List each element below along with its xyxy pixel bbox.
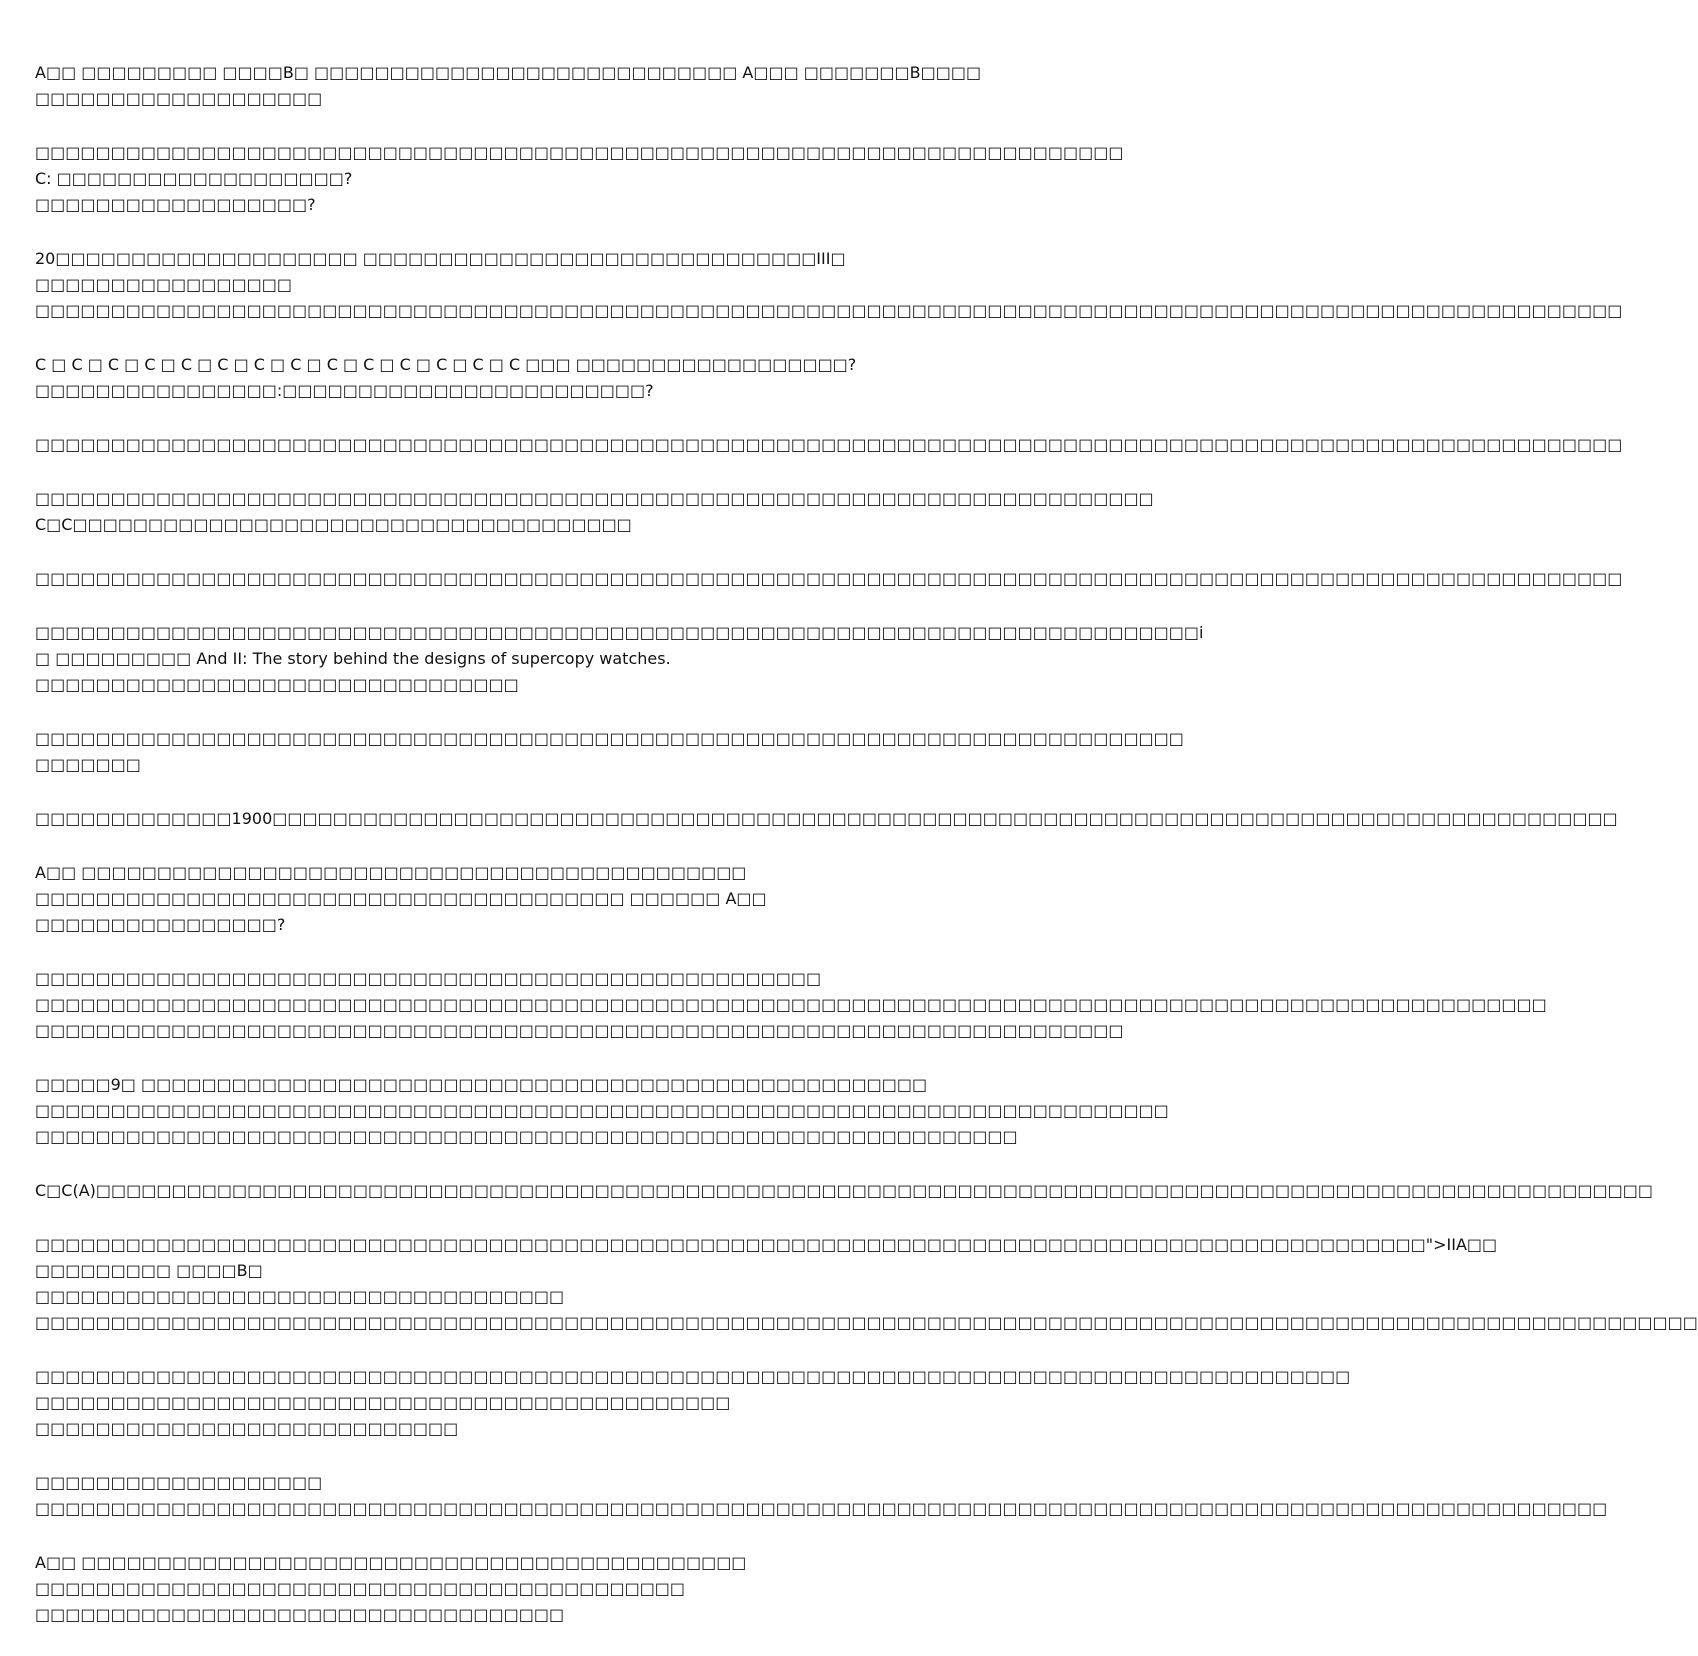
paragraph-18: A□□ □□□□□□□□□□□□□□□□□□□□□□□□□□□□□□□□□□□□□□□□□□□□ □□□□□□□□□□□□□□□□□□□□□□□□□□□□□□□□□□□□□□□□□□□ □□□□□□□□□□□□□□□□□□□□□□□□□□□□□□□□□□□: [35, 1553, 747, 1624]
paragraph-7: □□□□□□□□□□□□□□□□□□□□□□□□□□□□□□□□□□□□□□□□□□□□□□□□□□□□□□□□□□□□□□□□□□□□□□□□□□□□□□□□□□□□□□□□□□□□□□□□□□□□□□□□□: [35, 569, 1623, 588]
paragraph-1: A□□ □□□□□□□□□ □□□□B□ □□□□□□□□□□□□□□□□□□□□□□□□□□□□ A□□□ □□□□□□□B□□□□ □□□□□□□□□□□□□□□□□□□: [35, 63, 982, 108]
paragraph-16: □□□□□□□□□□□□□□□□□□□□□□□□□□□□□□□□□□□□□□□□□□□□□□□□□□□□□□□□□□□□□□□□□□□□□□□□□□□□□□□□□□□□□□□ □□□□□□□□□□□□□□□□□□□□□□□□□□□□□□□□□□□□□□□□□□□□□□ □□□□□□□□□□□□□□□□□□□□□□□□□□□□: [35, 1367, 1351, 1438]
paragraph-12: □□□□□□□□□□□□□□□□□□□□□□□□□□□□□□□□□□□□□□□□□□□□□□□□□□□□ □□□□□□□□□□□□□□□□□□□□□□□□□□□□□□□□□□□□□□□□□□□□□□□□□□□□□□□□□□□□□□□□□□□□□□□□□□□□□□□□□□□□□□□□□□□□□□□□□□□□ □□□□□□□□□□□□□□□□□□□□□□□□□□□□□□□□□□□□□□□□□□□□□□□□□□□□□□□□□□□□□□□□□□□□□□□□: [35, 969, 1547, 1040]
paragraph-8: □□□□□□□□□□□□□□□□□□□□□□□□□□□□□□□□□□□□□□□□□□□□□□□□□□□□□□□□□□□□□□□□□□□□□□□□□□□□□i □ □□□□□□□□□ And II: The story behind the designs of supercopy watches. □□□□□□□□□□□□□□□□□□□□□□□□□□□□□□□□: [35, 623, 1204, 694]
paragraph-4: C □ C □ C □ C □ C □ C □ C □ C □ C □ C □ C □ C □ C □ C □□□ □□□□□□□□□□□□□□□□□□? □□□□□□□□□□□□□□□□:□□□□□□□□□□□□□□□□□□□□□□□□?: [35, 355, 857, 400]
paragraph-3: 20□□□□□□□□□□□□□□□□□□□□ □□□□□□□□□□□□□□□□□□□□□□□□□□□□□□III□ □□□□□□□□□□□□□□□□□ □□□□□□□□□□□□□□□□□□□□□□□□□□□□□□□□□□□□□□□□□□□□□□□□□□□□□□□□□□□□□□□□□□□□□□□□□□□□□□□□□□□□□□□□□□□□□□□□□□□□□□□□□: [35, 249, 1623, 320]
paragraph-13: □□□□□9□ □□□□□□□□□□□□□□□□□□□□□□□□□□□□□□□□□□□□□□□□□□□□□□□□□□□□ □□□□□□□□□□□□□□□□□□□□□□□□□□□□□□□□□□□□□□□□□□□□□□□□□□□□□□□□□□□□□□□□□□□□□□□□□□□ □□□□□□□□□□□□□□□□□□□□□□□□□□□□□□□□□□□□□□□□□□□□□□□□□□□□□□□□□□□□□□□□□: [35, 1075, 1169, 1146]
paragraph-2: □□□□□□□□□□□□□□□□□□□□□□□□□□□□□□□□□□□□□□□□□□□□□□□□□□□□□□□□□□□□□□□□□□□□□□□□ C: □□□□□□□□□□□□□□□□□□□? □□□□□□□□□□□□□□□□□□?: [35, 143, 1124, 214]
document-body: [35, 60, 1698, 1656]
paragraph-6: □□□□□□□□□□□□□□□□□□□□□□□□□□□□□□□□□□□□□□□□□□□□□□□□□□□□□□□□□□□□□□□□□□□□□□□□□□ C□C□□□□□□□□□□□□□□□□□□□□□□□□□□□□□□□□□□□□□: [35, 489, 1154, 534]
paragraph-17: □□□□□□□□□□□□□□□□□□□ □□□□□□□□□□□□□□□□□□□□□□□□□□□□□□□□□□□□□□□□□□□□□□□□□□□□□□□□□□□□□□□□□□□□□□□□□□□□□□□□□□□□□□□□□□□□□□□□□□□□□□□□: [35, 1473, 1608, 1518]
paragraph-5: □□□□□□□□□□□□□□□□□□□□□□□□□□□□□□□□□□□□□□□□□□□□□□□□□□□□□□□□□□□□□□□□□□□□□□□□□□□□□□□□□□□□□□□□□□□□□□□□□□□□□□□□□: [35, 435, 1623, 454]
paragraph-15: □□□□□□□□□□□□□□□□□□□□□□□□□□□□□□□□□□□□□□□□□□□□□□□□□□□□□□□□□□□□□□□□□□□□□□□□□□□□□□□□□□□□□□□□□□□□">IIA□□ □□□□□□□□□ □□□□B□ □□□□□□□□□□□□□□□□□□□□□□□□□□□□□□□□□□□ □□□□□□□□□□□□□□□□□□□□□□□□□□□□□□□□□□□□□□□□□□□□□□□□□□□□□□□□□□□□□□□□□□□□□□□□□□□□□□□□□□□□□□□□□□□□□□□□□□□□□□□□□□□□□□: [35, 1235, 1698, 1332]
paragraph-9: □□□□□□□□□□□□□□□□□□□□□□□□□□□□□□□□□□□□□□□□□□□□□□□□□□□□□□□□□□□□□□□□□□□□□□□□□□□□ □□□□□□□: [35, 729, 1184, 774]
paragraph-14: C□C(A)□□□□□□□□□□□□□□□□□□□□□□□□□□□□□□□□□□□□□□□□□□□□□□□□□□□□□□□□□□□□□□□□□□□□□□□□□□□□□□□□□□□□□□□□□□□□□□□□□□□□□□□: [35, 1181, 1653, 1200]
paragraph-10: □□□□□□□□□□□□□1900□□□□□□□□□□□□□□□□□□□□□□□□□□□□□□□□□□□□□□□□□□□□□□□□□□□□□□□□□□□□□□□□□□□□□□□□□□□□□□□□□□□□□□□□□: [35, 809, 1618, 828]
paragraph-11: A□□ □□□□□□□□□□□□□□□□□□□□□□□□□□□□□□□□□□□□□□□□□□□□ □□□□□□□□□□□□□□□□□□□□□□□□□□□□□□□□□□□□□□□ □□□□□□ A□□ □□□□□□□□□□□□□□□□?: [35, 863, 767, 934]
